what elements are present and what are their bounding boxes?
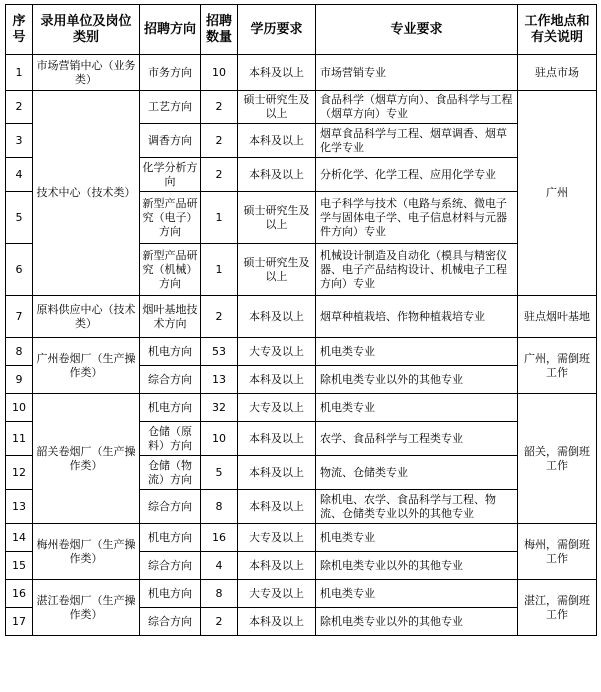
- count-cell: 13: [201, 366, 238, 394]
- table-row: [6, 91, 597, 124]
- count-cell: 2: [201, 608, 238, 636]
- major-cell: 除机电类专业以外的其他专业: [316, 608, 518, 636]
- row-no: 14: [6, 524, 33, 552]
- unit-cell: 技术中心（技术类）: [33, 91, 140, 296]
- direction-cell: 化学分析方向: [140, 158, 201, 192]
- count-cell: 8: [201, 490, 238, 524]
- row-no: 15: [6, 552, 33, 580]
- direction-cell: 综合方向: [140, 366, 201, 394]
- education-cell: 硕士研究生及以上: [238, 91, 316, 124]
- table-row: [6, 394, 597, 422]
- major-cell: 物流、仓储类专业: [316, 456, 518, 490]
- education-cell: 本科及以上: [238, 55, 316, 91]
- unit-cell: 梅州卷烟厂（生产操作类）: [33, 524, 140, 580]
- row-no: 6: [6, 244, 33, 296]
- major-cell: 农学、食品科学与工程类专业: [316, 422, 518, 456]
- major-cell: 机电类专业: [316, 580, 518, 608]
- education-cell: 本科及以上: [238, 422, 316, 456]
- education-cell: 硕士研究生及以上: [238, 192, 316, 244]
- education-cell: 本科及以上: [238, 124, 316, 158]
- count-cell: 10: [201, 422, 238, 456]
- direction-cell: 市务方向: [140, 55, 201, 91]
- count-cell: 1: [201, 192, 238, 244]
- direction-cell: 新型产品研究（电子）方向: [140, 192, 201, 244]
- unit-cell: 原料供应中心（技术类）: [33, 296, 140, 338]
- education-cell: 本科及以上: [238, 456, 316, 490]
- major-cell: 机电类专业: [316, 394, 518, 422]
- major-cell: 烟草种植栽培、作物种植栽培专业: [316, 296, 518, 338]
- education-cell: 大专及以上: [238, 394, 316, 422]
- direction-cell: 仓储（原料）方向: [140, 422, 201, 456]
- direction-cell: 机电方向: [140, 394, 201, 422]
- count-cell: 2: [201, 91, 238, 124]
- row-no: 10: [6, 394, 33, 422]
- header-unit: 录用单位及岗位类别: [33, 5, 140, 55]
- direction-cell: 机电方向: [140, 580, 201, 608]
- table-row: [6, 524, 597, 552]
- header-education: 学历要求: [238, 5, 316, 55]
- row-no: 8: [6, 338, 33, 366]
- location-cell: 广州: [518, 91, 597, 296]
- table-row: [6, 296, 597, 338]
- row-no: 2: [6, 91, 33, 124]
- count-cell: 2: [201, 296, 238, 338]
- row-no: 7: [6, 296, 33, 338]
- direction-cell: 烟叶基地技术方向: [140, 296, 201, 338]
- unit-cell: 湛江卷烟厂（生产操作类）: [33, 580, 140, 636]
- direction-cell: 新型产品研究（机械）方向: [140, 244, 201, 296]
- direction-cell: 综合方向: [140, 490, 201, 524]
- row-no: 4: [6, 158, 33, 192]
- major-cell: 机械设计制造及自动化（模具与精密仪器、电子产品结构设计、机械电子工程方向）专业: [316, 244, 518, 296]
- header-location: 工作地点和有关说明: [518, 5, 597, 55]
- education-cell: 本科及以上: [238, 366, 316, 394]
- education-cell: 本科及以上: [238, 158, 316, 192]
- major-cell: 机电类专业: [316, 338, 518, 366]
- direction-cell: 调香方向: [140, 124, 201, 158]
- location-cell: 驻点市场: [518, 55, 597, 91]
- education-cell: 本科及以上: [238, 490, 316, 524]
- row-no: 1: [6, 55, 33, 91]
- unit-cell: 广州卷烟厂（生产操作类）: [33, 338, 140, 394]
- unit-cell: 市场营销中心（业务类）: [33, 55, 140, 91]
- header-count: 招聘数量: [201, 5, 238, 55]
- row-no: 17: [6, 608, 33, 636]
- header-no: 序号: [6, 5, 33, 55]
- major-cell: 除机电、农学、食品科学与工程、物流、仓储类专业以外的其他专业: [316, 490, 518, 524]
- location-cell: 广州，需倒班工作: [518, 338, 597, 394]
- row-no: 12: [6, 456, 33, 490]
- recruitment-table: [5, 4, 597, 636]
- location-cell: 湛江，需倒班工作: [518, 580, 597, 636]
- major-cell: 烟草食品科学与工程、烟草调香、烟草化学专业: [316, 124, 518, 158]
- count-cell: 8: [201, 580, 238, 608]
- table-row: [6, 580, 597, 608]
- education-cell: 本科及以上: [238, 552, 316, 580]
- education-cell: 本科及以上: [238, 296, 316, 338]
- education-cell: 本科及以上: [238, 608, 316, 636]
- count-cell: 1: [201, 244, 238, 296]
- table-row: [6, 338, 597, 366]
- count-cell: 4: [201, 552, 238, 580]
- location-cell: 韶关，需倒班工作: [518, 394, 597, 524]
- education-cell: 大专及以上: [238, 580, 316, 608]
- header-direction: 招聘方向: [140, 5, 201, 55]
- count-cell: 10: [201, 55, 238, 91]
- row-no: 9: [6, 366, 33, 394]
- major-cell: 电子科学与技术（电路与系统、微电子学与固体电子学、电子信息材料与元器件方向）专业: [316, 192, 518, 244]
- major-cell: 机电类专业: [316, 524, 518, 552]
- row-no: 13: [6, 490, 33, 524]
- major-cell: 食品科学（烟草方向）、食品科学与工程（烟草方向）专业: [316, 91, 518, 124]
- major-cell: 除机电类专业以外的其他专业: [316, 552, 518, 580]
- count-cell: 2: [201, 158, 238, 192]
- row-no: 3: [6, 124, 33, 158]
- count-cell: 2: [201, 124, 238, 158]
- education-cell: 大专及以上: [238, 524, 316, 552]
- header-row: [6, 5, 597, 55]
- row-no: 5: [6, 192, 33, 244]
- count-cell: 32: [201, 394, 238, 422]
- count-cell: 5: [201, 456, 238, 490]
- direction-cell: 综合方向: [140, 608, 201, 636]
- location-cell: 驻点烟叶基地: [518, 296, 597, 338]
- header-major: 专业要求: [316, 5, 518, 55]
- major-cell: 分析化学、化学工程、应用化学专业: [316, 158, 518, 192]
- table-row: [6, 55, 597, 91]
- direction-cell: 仓储（物流）方向: [140, 456, 201, 490]
- major-cell: 市场营销专业: [316, 55, 518, 91]
- row-no: 16: [6, 580, 33, 608]
- direction-cell: 综合方向: [140, 552, 201, 580]
- row-no: 11: [6, 422, 33, 456]
- major-cell: 除机电类专业以外的其他专业: [316, 366, 518, 394]
- education-cell: 硕士研究生及以上: [238, 244, 316, 296]
- education-cell: 大专及以上: [238, 338, 316, 366]
- direction-cell: 机电方向: [140, 338, 201, 366]
- direction-cell: 工艺方向: [140, 91, 201, 124]
- location-cell: 梅州，需倒班工作: [518, 524, 597, 580]
- direction-cell: 机电方向: [140, 524, 201, 552]
- count-cell: 16: [201, 524, 238, 552]
- count-cell: 53: [201, 338, 238, 366]
- unit-cell: 韶关卷烟厂（生产操作类）: [33, 394, 140, 524]
